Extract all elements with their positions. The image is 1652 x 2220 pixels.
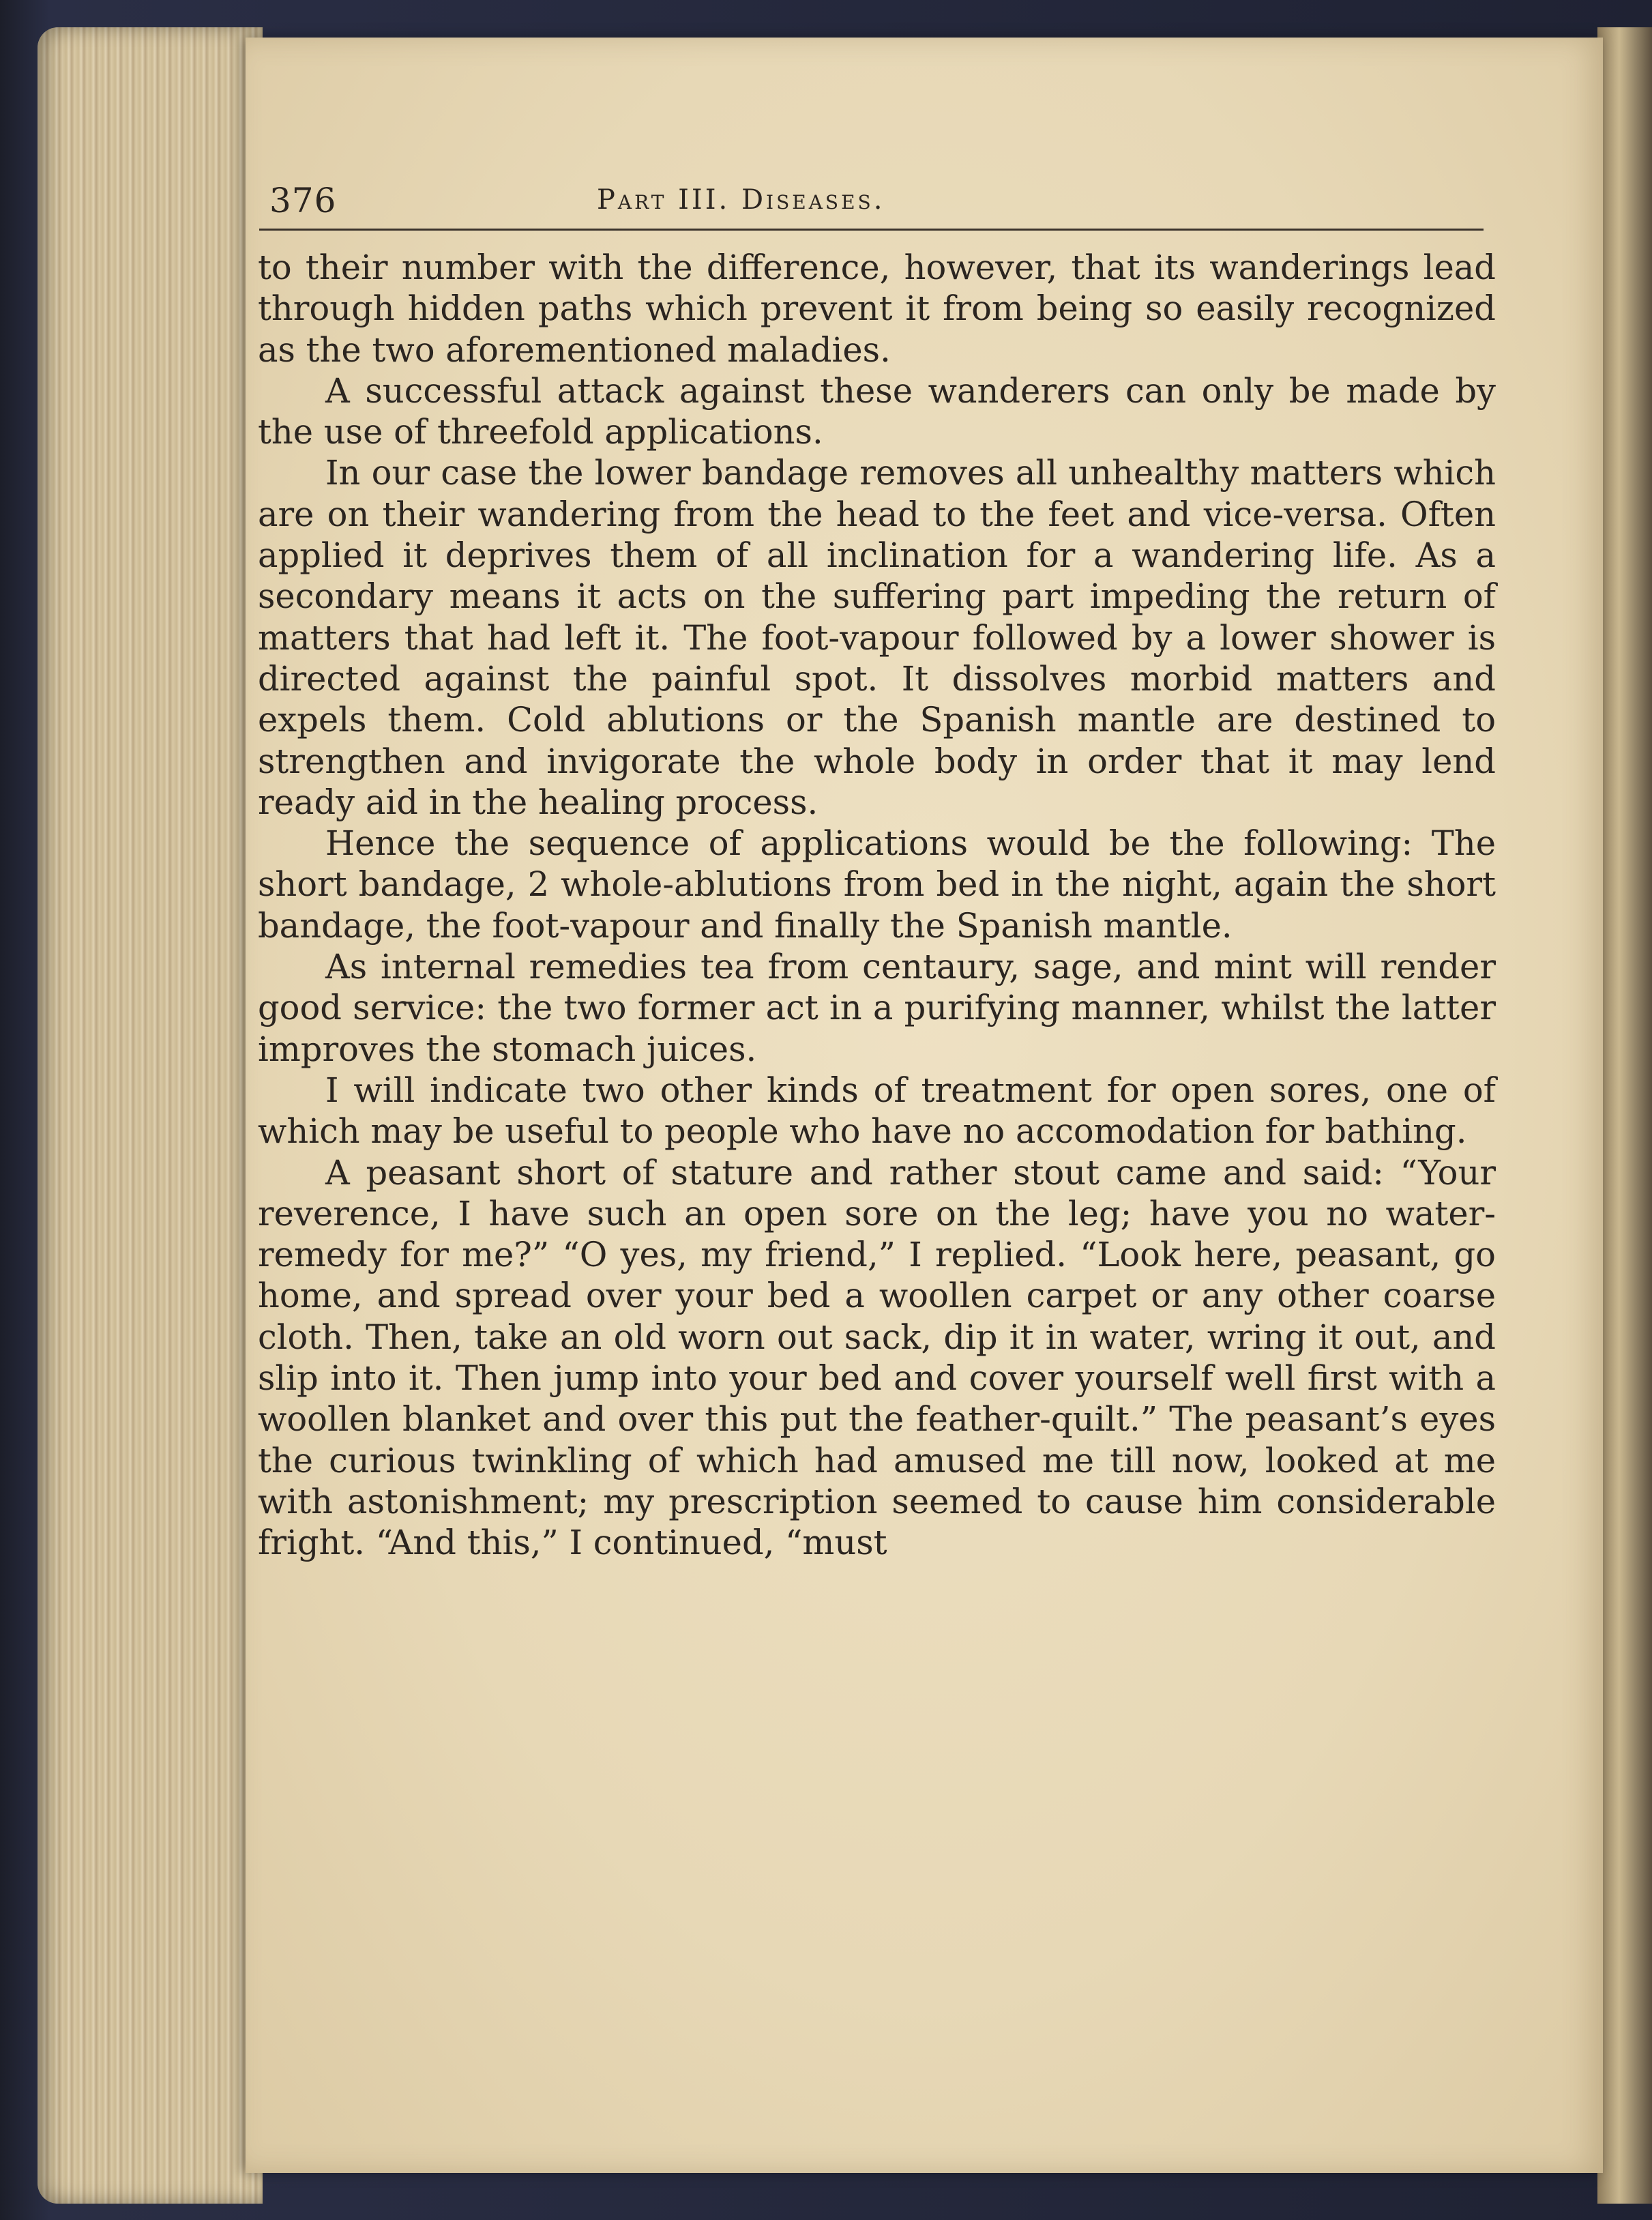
page-edges: [38, 27, 263, 2204]
paragraph: A peasant short of stature and rather stout came and said: “Your reverence, I have such an open sore on the leg; have you no water-remedy for me?” “O yes, my friend,” I replied. “Look here, peasant, go home, and spread over your bed a woollen carpet or any other coarse cloth. Then, take an old worn out sack, dip it in water, wring it out, and slip into it. Then jump into your bed and cover yourself well first with a woollen blanket and over this put the feather-quilt.” The peasant’s eyes the curious twinkling of which had amused me till now, looked at me with astonishment; my prescription seemed to cause him considerable fright. “And this,” I continued, “must: [258, 1152, 1496, 1563]
running-head: Part III. Diseases.: [597, 184, 885, 216]
paragraph: As internal remedies tea from centaury, sage, and mint will render good service: the two former act in a purifying manner, whilst the latter improves the stomach juices.: [258, 947, 1496, 1069]
page-header: [269, 181, 1490, 222]
paragraph: In our case the lower bandage removes all unhealthy matters which are on their wandering from the head to the feet and vice-versa. Often applied it deprives them of all inclination for a wandering life. As a secondary means it acts on the suffering part impeding the return of matters that had left it. The foot-vapour followed by a lower shower is directed against the painful spot. It dissolves morbid matters and expels them. Cold ablutions or the Spanish mantle are destined to strengthen and invigorate the whole body in order that it may lend ready aid in the healing process.: [258, 453, 1496, 822]
paragraph: to their number with the difference, however, that its wanderings lead through hidden paths which prevent it from being so easily recognized as the two aforementioned maladies.: [258, 248, 1496, 370]
binding-edge: [1597, 27, 1652, 2204]
page-number: 376: [269, 181, 337, 220]
paragraph: A successful attack against these wanderers can only be made by the use of threefold applications.: [258, 370, 1496, 452]
paragraph: Hence the sequence of applications would be the following: The short bandage, 2 whole-ablutions from bed in the night, again the short bandage, the foot-vapour and finally the Spanish mantle.: [258, 823, 1496, 946]
header-rule: [259, 229, 1484, 231]
body-text: [258, 247, 1496, 1564]
paragraph: I will indicate two other kinds of treatment for open sores, one of which may be useful to people who have no accomodation for bathing.: [258, 1070, 1496, 1152]
